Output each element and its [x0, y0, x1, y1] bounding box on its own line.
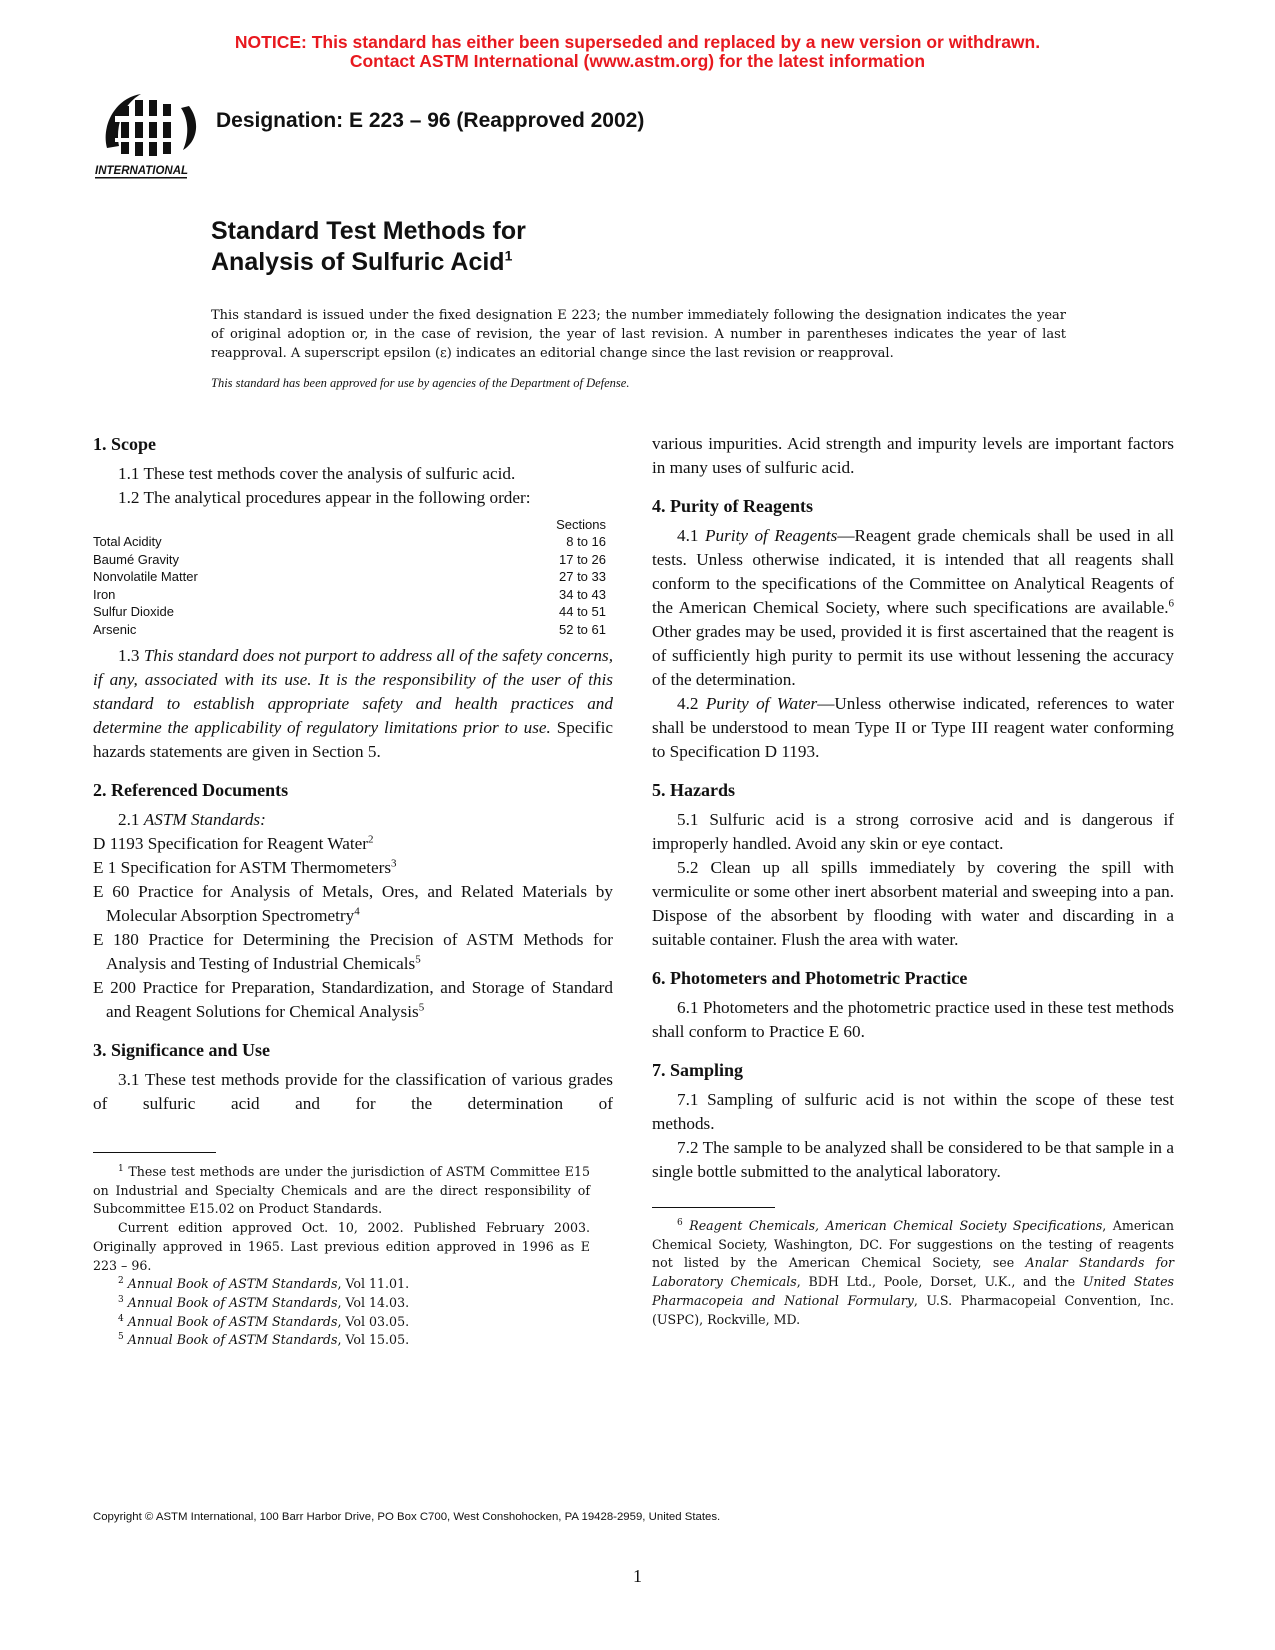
purity-4-1-number: 4.1: [677, 526, 699, 545]
footnote-book-title: Annual Book of ASTM Standards: [127, 1332, 338, 1348]
list-item: [93, 976, 613, 1024]
notice-line-2: Contact ASTM International (www.astm.org) for the latest information: [349, 51, 926, 71]
footnote-rule-left: [93, 1152, 216, 1153]
footnote-rule-right: [652, 1207, 775, 1208]
footnote-volume: , Vol 03.05.: [337, 1313, 410, 1329]
footnote-4: [93, 1313, 590, 1332]
order-name: Sulfur Dioxide: [93, 604, 174, 619]
scope-1-3-number: 1.3: [118, 646, 140, 665]
sections-label: Sections: [556, 517, 606, 532]
ref-text: E 60 Practice for Analysis of Metals, Ores, and Related Materials by Molecular Absorption Spectrometry: [93, 882, 613, 925]
procedure-order-table: [93, 533, 613, 638]
purity-4-1: [652, 524, 1174, 692]
left-column: [93, 432, 613, 1116]
footnote-3: [93, 1294, 590, 1313]
referenced-2-1: [93, 808, 613, 832]
intro-text: This standard is issued under the fixed designation E 223; the number immediately following the designation indicates the year of original adoption or, in the case of revision, the year of last revision. A number in parentheses indicates the year of last reapproval. A superscript epsilon (ε) indicates an editorial change since the last revision or reapproval.: [211, 308, 1066, 361]
footnote-text: These test methods are under the jurisdiction of ASTM Committee E15 on Industrial and Specialty Chemicals and are the direct responsibility of Subcommittee E15.02 on Product Standards.: [93, 1164, 590, 1217]
ref-footnote-mark: 5: [418, 1001, 425, 1014]
order-sections: 44 to 51: [559, 604, 606, 619]
table-row: [93, 586, 613, 604]
footnotes-left: [93, 1163, 590, 1350]
scope-1-3-safety: This standard does not purport to address all of the safety concerns, if any, associated with its use. It is the responsibility of the user of this standard to establish appropriate safety and health practices and determine the applicability of regulatory limitations prior to use.: [93, 646, 613, 737]
footnote-mark: 2: [118, 1276, 124, 1287]
order-sections: 17 to 26: [559, 551, 606, 567]
footnote-6-text: [652, 1217, 1174, 1329]
ref-2-1-title: ASTM Standards:: [143, 810, 266, 829]
page-number: 1: [633, 1566, 642, 1586]
list-item: [93, 832, 613, 856]
order-name: Iron: [93, 586, 116, 602]
purity-4-2: [652, 692, 1174, 764]
notice-line-1: NOTICE: This standard has either been superseded and replaced by a new version or withdrawn.: [234, 32, 1041, 52]
scope-1-3-tail: Specific hazards statements are given in Section 5.: [93, 718, 614, 761]
footnote-1: [93, 1163, 590, 1219]
title-footnote-mark: 1: [504, 247, 513, 264]
order-sections: 34 to 43: [559, 586, 606, 602]
logo-text: INTERNATIONAL: [95, 165, 189, 177]
hazards-5-2: 5.2 Clean up all spills immediately by covering the spill with vermiculite or some other inert absorbent material and sweeping into a pan. Dispose of the absorbent by flooding with water and discarding in a suitable container. Flush the area with water.: [652, 858, 1174, 949]
table-row: [93, 551, 613, 569]
ref-text: E 200 Practice for Preparation, Standardization, and Storage of Standard and Reagent Solutions for Chemical Analysis: [93, 978, 613, 1021]
title-line-1: Standard Test Methods for: [211, 217, 526, 245]
order-sections: 8 to 16: [566, 534, 606, 549]
footnote-mark: 3: [118, 1294, 124, 1305]
title-line-2: Analysis of Sulfuric Acid: [211, 248, 505, 276]
table-row: [93, 568, 613, 586]
ref-text: E 1 Specification for ASTM Thermometers: [93, 858, 392, 877]
ref-2-1-number: 2.1: [118, 810, 140, 829]
sampling-7-1: 7.1 Sampling of sulfuric acid is not within the scope of these test methods.: [652, 1090, 1174, 1133]
significance-continued: various impurities. Acid strength and impurity levels are important factors in many uses of sulfuric acid.: [652, 434, 1174, 477]
scope-heading: 1. Scope: [93, 434, 156, 454]
purity-heading: 4. Purity of Reagents: [652, 496, 813, 516]
photometers-6-1: 6.1 Photometers and the photometric practice used in these test methods shall conform to Practice E 60.: [652, 998, 1174, 1041]
footnote-volume: , Vol 11.01.: [337, 1276, 410, 1292]
footnote-volume: , Vol 15.05.: [337, 1332, 410, 1348]
ref-text: D 1193 Specification for Reagent Water: [93, 834, 368, 853]
purity-4-2-number: 4.2: [677, 694, 699, 713]
ref-footnote-mark: 3: [391, 857, 397, 870]
scope-1-1: 1.1 These test methods cover the analysis of sulfuric acid.: [118, 464, 516, 483]
footnote-book-title: Annual Book of ASTM Standards: [127, 1294, 338, 1310]
hazards-heading: 5. Hazards: [652, 780, 735, 800]
table-row: [93, 603, 613, 621]
designation: Designation: E 223 – 96 (Reapproved 2002): [216, 109, 645, 132]
purity-4-1-tail: Other grades may be used, provided it is first ascertained that the reagent is of sufficiently high purity to permit its use without lessening the accuracy of the determination.: [652, 622, 1174, 689]
order-sections: 52 to 61: [559, 621, 606, 637]
footnote-book-title: Annual Book of ASTM Standards: [127, 1313, 338, 1329]
footnote-volume: , Vol 14.03.: [337, 1294, 410, 1310]
list-item: [93, 856, 613, 880]
copyright: Copyright © ASTM International, 100 Barr Harbor Drive, PO Box C700, West Conshohocken, PA 19428-2959, United States.: [93, 1511, 721, 1523]
footnote-edition: Current edition approved Oct. 10, 2002. Published February 2003. Originally approved in 1965. Last previous edition approved in 1996 as E 223 – 96.: [93, 1220, 590, 1273]
footnote-mark: 1: [118, 1163, 124, 1174]
purity-4-1-text: —Reagent grade chemicals shall be used in all tests. Unless otherwise indicated, it is intended that all reagents shall conform to the specifications of the Committee on Analytical Reagents of the American Chemical Society, where such specifications are available.: [652, 526, 1174, 617]
astm-logo: [93, 86, 203, 184]
significance-3-1: 3.1 These test methods provide for the classification of various grades of sulfuric acid and for the determination of: [93, 1070, 613, 1113]
hazards-5-1: 5.1 Sulfuric acid is a strong corrosive acid and is dangerous if improperly handled. Avoid any skin or eye contact.: [652, 810, 1174, 853]
list-item: [93, 880, 613, 928]
footnote-6: [652, 1217, 1174, 1329]
footnote-6-part5: United States Pharmacopeia and National Formulary: [652, 1274, 1174, 1308]
footnote-6-part6: , U.S. Pharmacopeial Convention, Inc. (USPC), Rockville, MD.: [652, 1292, 1174, 1327]
order-name: Arsenic: [93, 621, 137, 637]
significance-heading: 3. Significance and Use: [93, 1040, 271, 1060]
right-column: [652, 432, 1174, 1184]
order-name: Nonvolatile Matter: [93, 569, 198, 584]
list-item: [93, 928, 613, 976]
photometers-heading: 6. Photometers and Photometric Practice: [652, 968, 968, 988]
referenced-list: [93, 808, 613, 1024]
footnote-5: [93, 1331, 590, 1350]
footnote-mark: 4: [118, 1313, 124, 1324]
ref-footnote-mark: 2: [367, 833, 374, 846]
scope-1-3: [93, 644, 613, 764]
footnote-6-part3: Analar Standards for Laboratory Chemicals: [652, 1255, 1174, 1290]
footnote-6-part4: , BDH Ltd., Poole, Dorset, U.K., and the: [796, 1274, 1083, 1290]
page-title: [211, 216, 526, 278]
referenced-heading: 2. Referenced Documents: [93, 780, 289, 800]
ref-footnote-mark: 5: [415, 953, 421, 966]
scope-1-2: 1.2 The analytical procedures appear in the following order:: [118, 488, 531, 507]
order-name: Total Acidity: [93, 534, 162, 549]
sampling-7-2: 7.2 The sample to be analyzed shall be considered to be that sample in a single bottle submitted to the analytical laboratory.: [652, 1138, 1174, 1181]
ref-footnote-mark: 4: [354, 905, 360, 918]
purity-4-2-text: —Unless otherwise indicated, references to water shall be understood to mean Type II or Type III reagent water conforming to Specification D 1193.: [652, 694, 1175, 761]
footnote-mark: 5: [118, 1332, 124, 1343]
footnote-mark: 6: [677, 1217, 683, 1228]
footnote-6-part1: Reagent Chemicals, American Chemical Society Specifications: [689, 1218, 1103, 1233]
table-row: [93, 621, 613, 639]
order-sections: 27 to 33: [559, 569, 606, 584]
sampling-heading: 7. Sampling: [652, 1060, 744, 1080]
footnote-2: [93, 1275, 590, 1294]
purity-4-1-title: Purity of Reagents: [705, 526, 838, 545]
footnote-6-part2: , American Chemical Society, Washington, DC. For suggestions on the testing of reagents not listed by the American Chemical Society, see: [652, 1218, 1174, 1271]
table-row: [93, 533, 613, 551]
dod-approval: This standard has been approved for use by agencies of the Department of Defense.: [211, 376, 630, 390]
footnote-book-title: Annual Book of ASTM Standards: [127, 1276, 338, 1292]
notice-banner: [0, 33, 1275, 71]
order-name: Baumé Gravity: [93, 551, 179, 567]
purity-footnote-mark: 6: [1168, 597, 1174, 610]
ref-text: E 180 Practice for Determining the Precision of ASTM Methods for Analysis and Testing of Industrial Chemicals: [93, 930, 613, 973]
purity-4-2-title: Purity of Water: [705, 694, 818, 713]
